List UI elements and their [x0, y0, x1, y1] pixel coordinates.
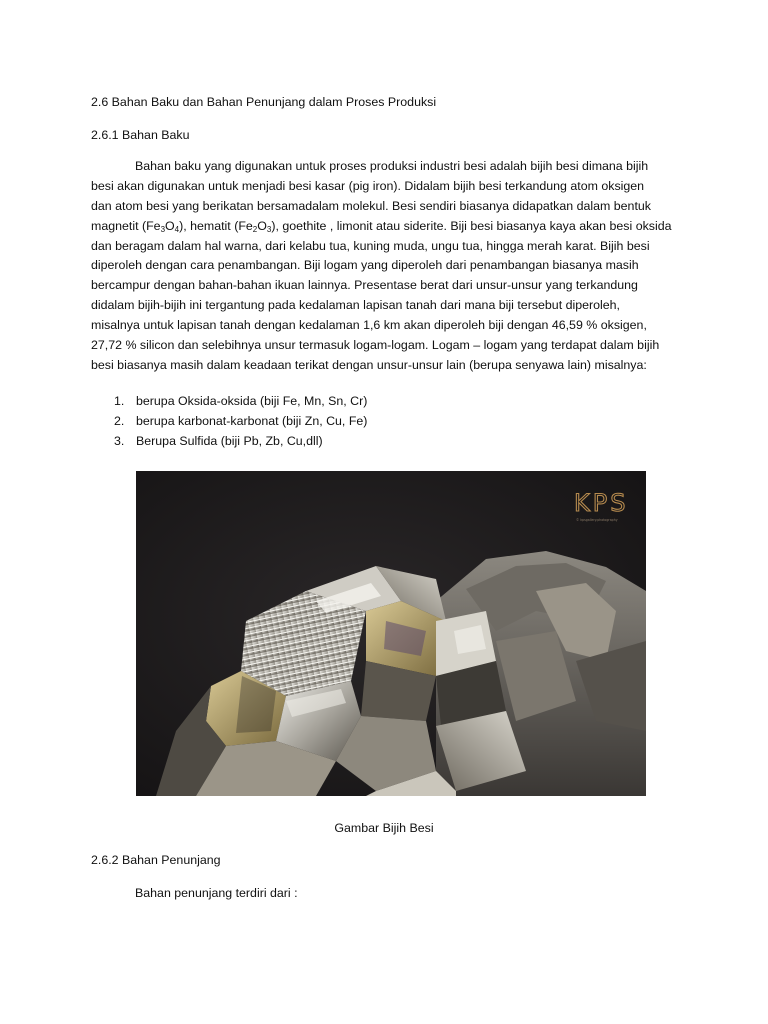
paragraph-line: dan beragam dalam hal warna, dari kelabu tua, kuning muda, ungu tua, hingga merah karat. Bijih besi [91, 238, 650, 253]
list-item [114, 393, 367, 409]
paragraph-line: besi akan digunakan untuk menjadi besi kasar (pig iron). Didalam bijih besi terkandung atom oksigen [91, 178, 645, 193]
paragraph-line: diperoleh dengan cara penambangan. Biji logam yang diperoleh dari penambangan biasanya masih [91, 258, 639, 273]
pyrite-crystal-image [136, 471, 646, 796]
subsection-title-bahan-baku: 2.6.1 Bahan Baku [91, 128, 190, 142]
list-number: 3. [114, 434, 125, 448]
paragraph-line: 27,72 % silicon dan selebihnya unsur termasuk logam-logam. Logam – logam yang terdapat dalam bijih [91, 338, 660, 353]
paragraph-line: didalam bijih-bijih ini tergantung pada kedalaman lapisan tanah dari mana biji tersebut diperoleh, [91, 298, 621, 313]
paragraph-bahan-baku [91, 157, 679, 376]
list-number: 1. [114, 394, 125, 408]
kps-logo: KPS [574, 489, 629, 517]
list-text: Berupa Sulfida (biji Pb, Zb, Cu,dll) [136, 434, 323, 448]
list-item [114, 433, 323, 449]
section-title: 2.6 Bahan Baku dan Bahan Penunjang dalam Proses Produksi [91, 95, 437, 109]
list-text: berupa Oksida-oksida (biji Fe, Mn, Sn, Cr) [136, 394, 368, 408]
bahan-penunjang-intro: Bahan penunjang terdiri dari : [135, 886, 298, 900]
paragraph-line: dan atom besi yang berikatan bersamadalam molekul. Besi sendiri biasanya didapatkan dalam bentuk [91, 198, 651, 213]
paragraph-line: besi biasanya masih dalam keadaan terikat dengan unsur-unsur lain (berupa senyawa lain) misalnya: [91, 357, 647, 372]
list-text: berupa karbonat-karbonat (biji Zn, Cu, Fe) [136, 414, 368, 428]
paragraph-line: bercampur dengan bahan-bahan ikuan lainnya. Presentase berat dari unsur-unsur yang terkandung [91, 278, 638, 293]
subsection-title-bahan-penunjang: 2.6.2 Bahan Penunjang [91, 853, 221, 867]
iron-ore-photo [136, 471, 646, 796]
list-number: 2. [114, 414, 125, 428]
paragraph-line: Bahan baku yang digunakan untuk proses produksi industri besi adalah bijih besi dimana bijih [135, 159, 649, 173]
paragraph-line-formulas: magnetit $(Fe_3O_4)$, hematit $(Fe_2O_3)$, goethite , limonit atau siderite. Biji besi biasanya kaya akan besi oksida [91, 218, 672, 234]
list-item [114, 413, 367, 429]
logo-subtext: © kpsgallery.photography [576, 518, 618, 522]
paragraph-line: misalnya untuk lapisan tanah dengan kedalaman 1,6 km akan diperoleh biji dengan 46,59 % oksigen, [91, 318, 647, 333]
figure-caption: Gambar Bijih Besi [334, 821, 434, 835]
